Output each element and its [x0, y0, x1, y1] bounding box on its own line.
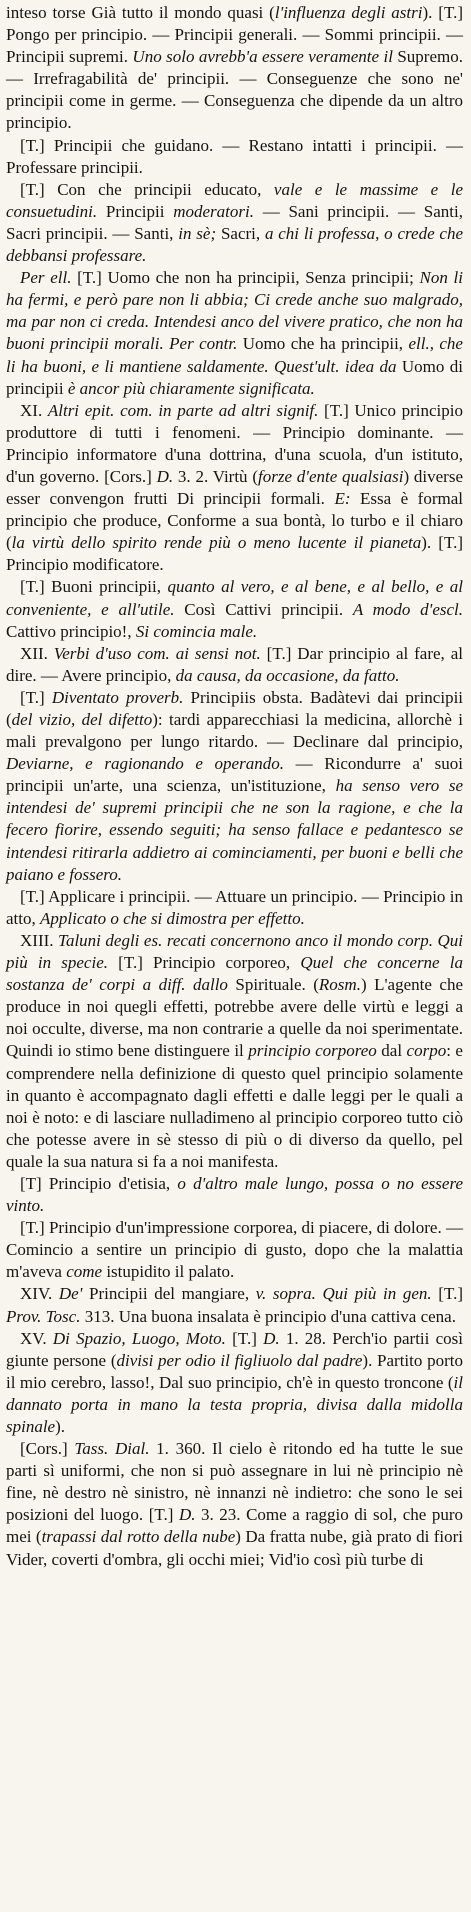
italic-text: principio corporeo [248, 1041, 377, 1061]
text-run: ) Da fratta nube, già prato di fiori Vider, coverti d'ombra, gli occhi miei; Vid'io così più turbe di [6, 1527, 464, 1569]
text-run: ) diverse esser convengon frutti Di principii formali. [6, 466, 463, 509]
text-run: istupidito il palato. [102, 1262, 235, 1282]
text-run: Sacri, [216, 223, 265, 243]
text-run: [T.] Principio corporeo, [108, 953, 301, 973]
text-run: Cattivo principio!, [6, 621, 136, 641]
italic-text: Rosm. [318, 975, 361, 995]
italic-text: ell., che li ha buoni, e li mantiene saldamente. Quest'ult. idea da [6, 334, 463, 376]
text-run: Così Cattivi principii. [174, 599, 353, 619]
text-run: Uomo che ha principii, [237, 334, 409, 354]
text-run: ). Partito porto il mio cerebro, lasso!, Dal suo principio, ch'è in questo troncone ( [6, 1350, 463, 1392]
entry-paragraph [6, 1217, 463, 1283]
italic-text: o d'altro male lungo, possa o no essere vinto. [6, 1173, 463, 1216]
italic-text: Quel che concerne la sostanza de' corpi a diff. dallo [6, 953, 463, 995]
text-run: Principii del mangiare, [82, 1284, 256, 1304]
italic-text: Deviarne, e ragionando e operando. [6, 754, 284, 774]
entry-paragraph [6, 687, 463, 886]
entry-paragraph [6, 1438, 463, 1571]
text-run: — Sani principii. — Santi, Sacri principii. — Santi, [6, 201, 463, 243]
entry-paragraph [6, 1283, 463, 1327]
italic-text: moderatori. [173, 201, 254, 221]
italic-text: Per ell. [20, 268, 72, 288]
text-run: [Cors.] [20, 1439, 75, 1459]
italic-text: De' [58, 1284, 83, 1304]
entry-paragraph [6, 2, 463, 135]
text-run: [T.] Buoni principii, [20, 577, 168, 597]
entry-paragraph [6, 576, 463, 642]
text-run: Principii [97, 201, 174, 221]
italic-text: Di Spazio, Luogo, Moto. [52, 1328, 226, 1348]
text-run: [T.] [20, 687, 52, 707]
italic-text: a chi li professa [264, 223, 376, 243]
text-run: : e comprendere nella definizione di questo quel principio solamente in quanto è accompagnato dagli effetti e dalle leggi per le quali a noi è noto: e di lasciare nulladimeno al principio corporeo tutto ciò che potesse avere in sè stesso di più o di diverso da quello, pel quale la sua natura si fa a noi manifesta. [6, 1041, 463, 1171]
text-run: Supremo. — Irrefragabilità de' principii. — Conseguenze che sono ne' principii come in germe. — Conseguenza che dipende da un altro principio. [6, 47, 463, 133]
italic-text: Diventato proverb. [51, 687, 184, 707]
italic-text: vale e le massime e le consuetudini. [6, 179, 463, 221]
italic-text: Altri epit. com. in parte ad altri signif. [47, 400, 319, 420]
italic-text: del vizio, del difetto [11, 710, 153, 729]
italic-text: quanto al vero, e al bene, e al bello, e al conveniente, e all'utile. [6, 577, 463, 619]
italic-text: in sè; [178, 223, 217, 243]
text-run: 3. 2. Virtù ( [173, 466, 259, 486]
italic-text: Taluni degli es. recati concernono anco il mondo corp. Qui più in specie. [6, 930, 463, 973]
entry-paragraph [6, 1173, 463, 1217]
text-run: , [375, 223, 385, 243]
text-run: ). [T.] Principio modificatore. [6, 533, 463, 575]
italic-text: come [66, 1262, 103, 1282]
text-run: XII. [20, 643, 54, 663]
italic-text: è ancor più chiaramente significata. [67, 378, 315, 398]
italic-text: forze d'ente qualsiasi [258, 466, 404, 486]
text-run: XV. [20, 1328, 53, 1348]
italic-text: il dannato porta in mano la testa propria, divisa dalla midolla spinale [6, 1372, 463, 1436]
italic-text: D. [263, 1328, 280, 1348]
text-run: [T.] [431, 1284, 463, 1304]
text-run: Essa è formal principio che produce, Conforme a sua bontà, lo turbo e il chiaro ( [6, 489, 463, 553]
entry-paragraph [6, 886, 463, 930]
text-run: — Ricondurre a' suoi principii un'arte, una scienza, un'istituzione, [6, 754, 463, 796]
italic-text: da causa, da occasione, da fatto. [175, 665, 400, 685]
text-run: ) L'agente che produce in noi quegli effetti, potrebbe avere delle virtù e leggi a noi occulte, diverse, ma non contrarie a quelle da noi sperimentate. Quindi io stimo bene distinguere il [6, 975, 463, 1061]
text-run: Spirituale. ( [227, 975, 319, 995]
text-run: 3. 23. Come a raggio di sol, che puro mei ( [6, 1505, 463, 1547]
italic-text: Si comincia male. [135, 621, 258, 641]
text-run: [T.] Unico principio produttore di tutti i fenomeni. — Principio dominante. — Principio informatore d'una dottrina, d'una scuola, d'un istituto, d'un governo. [Cors.] [6, 400, 463, 486]
italic-text: A modo d'escl. [352, 599, 463, 619]
italic-text: trapassi dal rotto della nube [41, 1527, 236, 1547]
entry-paragraph [6, 643, 463, 687]
italic-text: Tass. Dial. [74, 1439, 150, 1459]
text-run: [T.] Con che principii educato, [20, 179, 274, 199]
text-run: 1. 360. Il cielo è ritondo ed ha tutte le sue parti sì uniformi, che non si può assegnare in lui nè principio nè fine, nè destro nè sinistro, nè innanzi nè indietro: che sono le sei posizioni del luogo. [T.] [6, 1439, 463, 1525]
italic-text: v. sopra. Qui più in gen. [255, 1284, 432, 1304]
text-run: XI. [20, 400, 48, 420]
text-run: Uomo di principii [6, 356, 463, 398]
italic-text: D. [156, 466, 174, 486]
text-run: ): tardi apparecchiasi la medicina, allorchè i mali prevalgono per lungo ritardo. — Declinare dal principio, [6, 710, 463, 752]
italic-text: Prov. Tosc. [6, 1306, 81, 1326]
text-run: [T.] [225, 1328, 264, 1348]
italic-text: l'influenza degli astri [274, 3, 423, 22]
text-run: ). [T.] Pongo per principio. — Principii generali. — Sommi principii. — Principii supremi. [6, 3, 463, 67]
entry-paragraph [6, 179, 463, 267]
entry-paragraph [6, 267, 463, 400]
italic-text: Applicato o che si dimostra per effetto. [40, 908, 305, 928]
text-run: 1. 28. Perch'io partii così giunte persone ( [6, 1328, 463, 1370]
text-run: inteso torse Già tutto il mondo quasi ( [6, 3, 275, 22]
entry-paragraph [6, 1328, 463, 1438]
text-run: ). [55, 1417, 66, 1436]
text-run: dal [376, 1041, 407, 1061]
text-run: [T.] Dar principio al fare, al dire. — Avere principio, [6, 643, 463, 685]
italic-text: D. [178, 1505, 196, 1525]
text-run: [T.] Uomo che non ha principii, Senza principii; [71, 268, 420, 288]
italic-text: corpo [406, 1041, 447, 1061]
text-run: [T.] Applicare i principii. — Attuare un principio. — Principio in atto, [6, 886, 463, 928]
text-run: [T] Principio d'etisia, [20, 1173, 178, 1193]
text-run: [T.] Principii che guidano. — Restano intatti i principii. — Professare principii. [6, 135, 463, 177]
italic-text: la virtù dello spirito rende più o meno lucente il pianeta [11, 533, 422, 553]
entry-paragraph [6, 400, 463, 577]
text-run: XIII. [20, 930, 59, 950]
italic-text: ha senso vero se intendesi de' supremi principii che ne son la ragione, e che la fecero fiorire, essendo seguiti; ha senso fallace e pedantesco se intendesi ritirarla addietro ai cominciamenti, per buoni e belli che paiano e fossero. [6, 776, 464, 884]
text-run: XIV. [20, 1284, 59, 1304]
text-run: 313. Una buona insalata è principio d'una cattiva cena. [80, 1306, 456, 1326]
text-run: [T.] Principio d'un'impressione corporea, di piacere, di dolore. — Comincio a sentire un principio di gusto, dopo che la malattia m'aveva [6, 1218, 463, 1282]
italic-text: divisi per odio il figliuolo dal padre [116, 1350, 363, 1370]
italic-text: Verbi d'uso com. ai sensi not. [53, 643, 261, 663]
entry-paragraph [6, 135, 463, 179]
italic-text: o crede che debbansi professare. [6, 223, 464, 266]
text-run: Principiis obsta. Badàtevi dai principii ( [6, 687, 464, 729]
italic-text: E: [334, 489, 351, 509]
italic-text: Uno solo avrebb'a essere veramente il [132, 47, 393, 67]
entry-paragraph [6, 930, 463, 1173]
italic-text: Non li ha fermi, e però pare non li abbia; Ci crede anche suo malgrado, ma par non ci creda. Intendesi anco del vivere pratico, che non ha buoni principii morali. Per contr. [6, 268, 463, 354]
